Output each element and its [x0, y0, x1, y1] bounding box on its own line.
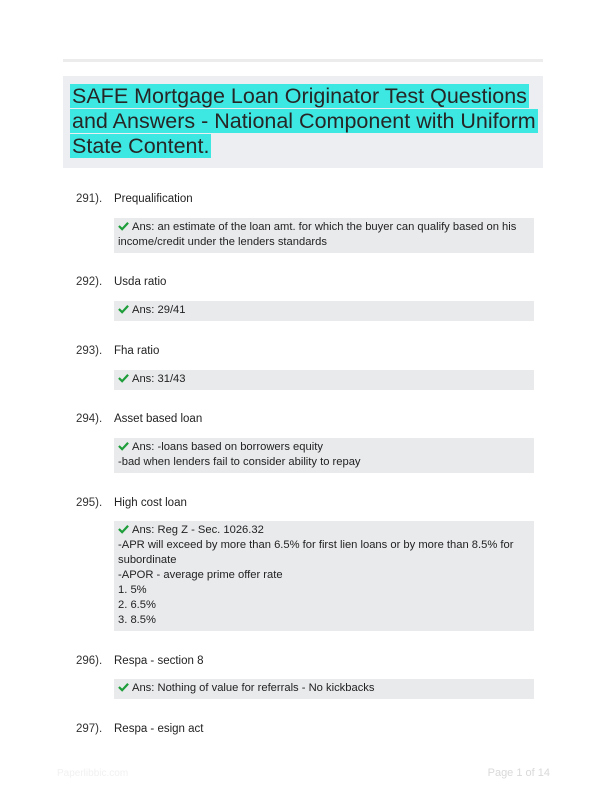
checkmark-icon [118, 441, 129, 451]
answer-line: Ans: an estimate of the loan amt. for which the buyer can qualify based on his [118, 220, 529, 235]
document-title: SAFE Mortgage Loan Originator Test Questions and Answers - National Component with Uniform State Content. [72, 84, 536, 158]
question-number: 293). [76, 345, 103, 357]
answer-box [114, 521, 534, 631]
question-text: Respa - section 8 [114, 655, 204, 667]
answer-line: Ans: Reg Z - Sec. 1026.32 [118, 523, 529, 538]
checkmark-icon [118, 304, 129, 314]
answer-line: -APOR - average prime offer rate [118, 569, 283, 581]
answer-line: Ans: Nothing of value for referrals - No kickbacks [118, 681, 529, 696]
question-number: 295). [76, 497, 103, 509]
question-text: Asset based loan [114, 413, 203, 425]
question-text: Usda ratio [114, 276, 167, 288]
answer-line: income/credit under the lenders standards [118, 236, 327, 248]
checkmark-icon [118, 373, 129, 383]
answer-line: Ans: 31/43 [118, 372, 529, 387]
answer-box [114, 301, 534, 321]
answer-box [114, 679, 534, 699]
question-text: Respa - esign act [114, 723, 204, 735]
answer-line: 3. 8.5% [118, 614, 156, 626]
answer-box [114, 370, 534, 390]
checkmark-icon [118, 221, 129, 231]
answer-line: 2. 6.5% [118, 599, 156, 611]
answer-line: 1. 5% [118, 584, 147, 596]
answer-line: -bad when lenders fail to consider ability to repay [118, 456, 361, 468]
question-text: Fha ratio [114, 345, 160, 357]
question-text: Prequalification [114, 193, 193, 205]
question-number: 297). [76, 723, 103, 735]
top-divider [63, 59, 543, 62]
answer-box [114, 438, 534, 473]
question-number: 294). [76, 413, 103, 425]
answer-line: Ans: -loans based on borrowers equity [118, 440, 529, 455]
checkmark-icon [118, 682, 129, 692]
answer-box [114, 218, 534, 253]
question-number: 292). [76, 276, 103, 288]
answer-line: subordinate [118, 554, 177, 566]
answer-line: Ans: 29/41 [118, 303, 529, 318]
question-number: 296). [76, 655, 103, 667]
question-number: 291). [76, 193, 103, 205]
checkmark-icon [118, 524, 129, 534]
footer-watermark: Paperlibbic.com [57, 768, 129, 779]
answer-line: -APR will exceed by more than 6.5% for first lien loans or by more than 8.5% for [118, 539, 514, 551]
question-text: High cost loan [114, 497, 187, 509]
page-number: Page 1 of 14 [487, 767, 550, 779]
